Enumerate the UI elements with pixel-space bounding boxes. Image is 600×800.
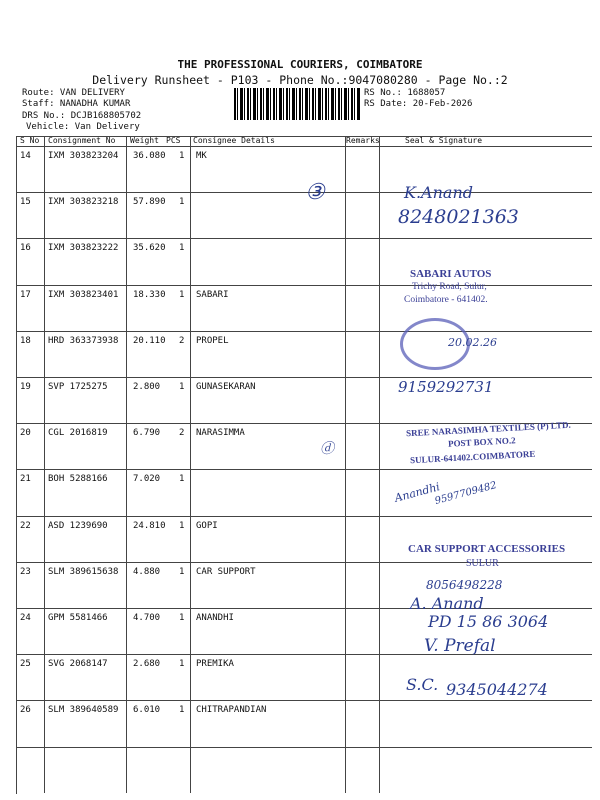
handwritten-date: 20.02.26 bbox=[448, 336, 497, 349]
row-divider bbox=[16, 747, 592, 748]
handwritten-signature: S.C. bbox=[406, 675, 439, 694]
row-pcs: 1 bbox=[179, 613, 185, 623]
col-header-consignment: Consignment No bbox=[48, 136, 116, 145]
row-weight: 2.680 bbox=[133, 659, 161, 670]
stamp-sree-city: SULUR-641402.COIMBATORE bbox=[409, 448, 536, 466]
row-divider bbox=[16, 608, 592, 609]
handwritten-phone: 8248021363 bbox=[398, 206, 519, 228]
row-consignment: ASD 1239690 bbox=[48, 520, 108, 531]
row-consignment: IXM 303823401 bbox=[48, 289, 119, 300]
stamp-car-support: CAR SUPPORT ACCESSORIES bbox=[408, 543, 566, 555]
row-weight: 57.890 bbox=[133, 197, 166, 208]
row-weight: 4.880 bbox=[133, 566, 161, 577]
row-weight: 20.110 bbox=[133, 335, 166, 346]
handwritten-mark: ⓓ bbox=[320, 441, 334, 457]
row-consignee: NARASIMMA bbox=[196, 428, 245, 439]
row-pcs: 1 bbox=[179, 474, 185, 485]
rs-number: RS No.: 1688057 bbox=[364, 88, 446, 98]
stamp-sree-box: POST BOX NO.2 bbox=[447, 435, 516, 449]
row-pcs: 2 bbox=[179, 428, 185, 439]
row-pcs: 1 bbox=[179, 566, 185, 577]
col-divider bbox=[190, 136, 191, 793]
row-consignment: SVG 2068147 bbox=[48, 659, 108, 670]
row-weight: 36.080 bbox=[133, 151, 166, 161]
stamp-sabari-address: Trichy Road, Sulur, bbox=[412, 282, 487, 292]
col-header-consignee: Consignee Details bbox=[193, 136, 275, 145]
row-weight: 7.020 bbox=[133, 474, 161, 485]
row-divider bbox=[16, 654, 592, 655]
row-consignee: CHITRAPANDIAN bbox=[196, 705, 267, 716]
row-divider bbox=[16, 700, 592, 701]
row-sno: 21 bbox=[20, 474, 31, 485]
handwritten-signature: A. Anand bbox=[410, 594, 484, 613]
row-consignee: MK bbox=[196, 151, 207, 161]
stamp-sree-name: SREE NARASIMHA TEXTILES (P) LTD. bbox=[405, 419, 571, 439]
handwritten-phone: 9345044274 bbox=[446, 680, 548, 699]
row-pcs: 1 bbox=[179, 705, 185, 716]
stamp-car-location: SULUR bbox=[466, 558, 499, 569]
row-pcs: 1 bbox=[179, 659, 185, 670]
row-weight: 6.010 bbox=[133, 705, 161, 716]
row-sno: 23 bbox=[20, 566, 31, 577]
handwritten-circled-mark: ③ bbox=[305, 180, 325, 205]
row-sno: 26 bbox=[20, 705, 31, 716]
row-pcs: 1 bbox=[179, 197, 185, 208]
staff-label: Staff: NANADHA KUMAR bbox=[22, 99, 131, 109]
page-title: THE PROFESSIONAL COURIERS, COIMBATORE bbox=[177, 58, 423, 71]
row-consignee: PREMIKA bbox=[196, 659, 234, 670]
row-consignee: GUNASEKARAN bbox=[196, 382, 256, 392]
row-pcs: 1 bbox=[179, 289, 185, 300]
page-subtitle: Delivery Runsheet - P103 - Phone No.:9047080280 - Page No.:2 bbox=[92, 73, 508, 87]
col-header-remarks: Remarks bbox=[346, 136, 380, 145]
row-consignment: SVP 1725275 bbox=[48, 382, 108, 392]
row-consignment: IXM 303823222 bbox=[48, 243, 119, 254]
col-header-sno: S No bbox=[20, 136, 40, 145]
row-sno: 18 bbox=[20, 335, 31, 346]
row-weight: 24.810 bbox=[133, 520, 166, 531]
handwritten-code: PD 15 86 3064 bbox=[428, 612, 549, 631]
row-sno: 16 bbox=[20, 243, 31, 254]
stamp-sabari-city: Coimbatore - 641402. bbox=[404, 295, 488, 305]
row-divider bbox=[16, 238, 592, 239]
runsheet-table bbox=[16, 136, 395, 794]
row-weight: 35.620 bbox=[133, 243, 166, 254]
handwritten-signature: Anandhi bbox=[393, 480, 442, 505]
handwritten-phone: 9597709482 bbox=[433, 479, 498, 508]
row-consignment: IXM 303823204 bbox=[48, 151, 119, 161]
col-header-signature: Seal & Signature bbox=[405, 136, 483, 145]
col-divider bbox=[126, 136, 127, 793]
row-sno: 19 bbox=[20, 382, 31, 392]
col-header-pcs: PCS bbox=[166, 136, 181, 145]
row-consignment: BOH 5288166 bbox=[48, 474, 108, 485]
row-consignee: ANANDHI bbox=[196, 613, 234, 623]
row-divider bbox=[16, 516, 592, 517]
col-divider bbox=[345, 136, 346, 793]
row-weight: 6.790 bbox=[133, 428, 161, 439]
row-consignee: GOPI bbox=[196, 520, 218, 531]
row-divider bbox=[16, 562, 592, 563]
row-divider bbox=[16, 285, 592, 286]
row-consignment: SLM 389640589 bbox=[48, 705, 119, 716]
col-header-weight: Weight bbox=[130, 136, 159, 145]
handwritten-phone: 9159292731 bbox=[398, 378, 494, 396]
handwritten-signature: V. Prefal bbox=[424, 636, 496, 656]
row-sno: 24 bbox=[20, 613, 31, 623]
row-divider bbox=[16, 377, 592, 378]
row-consignment: GPM 5581466 bbox=[48, 613, 108, 623]
row-weight: 4.700 bbox=[133, 613, 161, 623]
row-sno: 22 bbox=[20, 520, 31, 531]
row-divider bbox=[16, 192, 592, 193]
row-consignee: CAR SUPPORT bbox=[196, 566, 256, 577]
drs-label: DRS No.: DCJB168805702 bbox=[22, 111, 142, 121]
barcode bbox=[234, 88, 360, 120]
handwritten-name: K.Anand bbox=[404, 183, 473, 202]
row-consignment: CGL 2016819 bbox=[48, 428, 108, 439]
row-sno: 20 bbox=[20, 428, 31, 439]
handwritten-phone: 8056498228 bbox=[426, 578, 503, 592]
row-consignee: SABARI bbox=[196, 289, 229, 300]
col-divider bbox=[379, 136, 380, 793]
row-sno: 25 bbox=[20, 659, 31, 670]
vehicle-label: Vehicle: Van Delivery bbox=[26, 122, 140, 132]
row-divider bbox=[16, 469, 592, 470]
row-pcs: 1 bbox=[179, 243, 185, 254]
col-divider bbox=[44, 136, 45, 793]
row-consignment: SLM 389615638 bbox=[48, 566, 119, 577]
row-consignment: IXM 303823218 bbox=[48, 197, 119, 208]
row-weight: 2.800 bbox=[133, 382, 161, 392]
row-sno: 14 bbox=[20, 151, 31, 161]
row-consignment: HRD 363373938 bbox=[48, 335, 119, 346]
row-sno: 15 bbox=[20, 197, 31, 208]
row-pcs: 1 bbox=[179, 382, 185, 392]
rs-date: RS Date: 20-Feb-2026 bbox=[364, 99, 473, 109]
table-header-line bbox=[16, 146, 592, 147]
row-pcs: 2 bbox=[179, 335, 185, 346]
row-pcs: 1 bbox=[179, 520, 185, 531]
route-label: Route: VAN DELIVERY bbox=[22, 88, 125, 98]
row-consignee: PROPEL bbox=[196, 335, 229, 346]
row-pcs: 1 bbox=[179, 151, 185, 161]
row-weight: 18.330 bbox=[133, 289, 166, 300]
row-divider bbox=[16, 331, 592, 332]
row-sno: 17 bbox=[20, 289, 31, 300]
stamp-sabari-name: SABARI AUTOS bbox=[410, 268, 492, 280]
